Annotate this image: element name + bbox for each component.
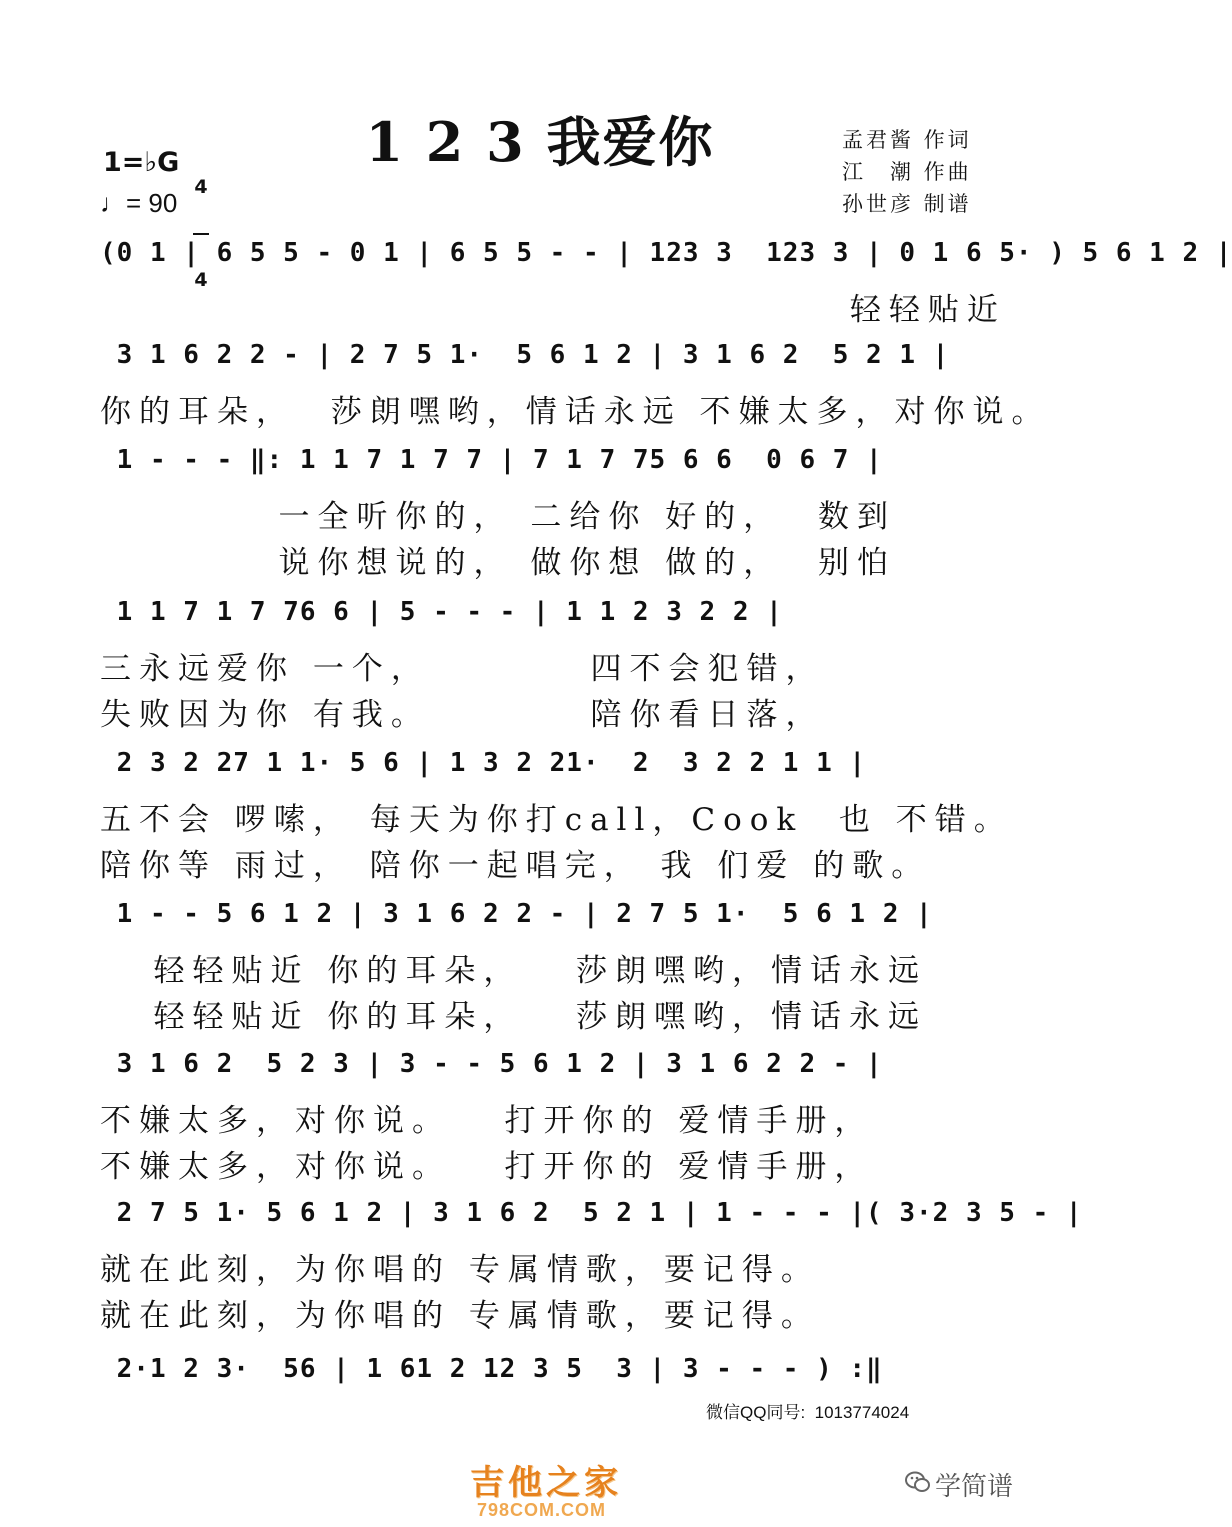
lyric-line: 一全听你的， 二给你 好的， 数到 <box>100 499 896 535</box>
lyric-line: 五不会 啰嗦， 每天为你打call，Cook 也 不错。 <box>100 802 1013 838</box>
notes: 1 - - - ‖: 1 1 7 1 7 7 | 7 1 7 75 6 6 0 6 7 | <box>100 445 883 475</box>
lyricist-credit: 孟君酱 作词 <box>842 128 972 152</box>
notation-line <box>100 1198 1083 1248</box>
lyric-line: 轻轻贴近 <box>100 292 1006 328</box>
publisher-name: 学简谱 <box>935 1472 1014 1502</box>
lyric-line: 不嫌太多，对你说。 打开你的 爱情手册， <box>100 1103 874 1139</box>
lyric-line: 三永远爱你 一个， 四不会犯错， <box>100 651 825 687</box>
lyric-line: 就在此刻，为你唱的 专属情歌，要记得。 <box>100 1252 820 1288</box>
wechat-icon <box>904 1468 932 1496</box>
notation-line <box>100 340 980 390</box>
notes: 1 1 7 1 7 76 6 | 5 - - - | 1 1 2 3 2 2 | <box>100 597 783 627</box>
time-numerator: 4 <box>194 176 208 198</box>
lyric-line: 失败因为你 有我。 陪你看日落， <box>100 697 825 733</box>
watermark-logo: 吉他之家 <box>470 1463 622 1503</box>
key-signature: 1=♭G <box>103 147 180 178</box>
notation-line <box>100 748 980 798</box>
notes: 2·1 2 3· 56 | 1 61 2 12 3 5 3 | 3 - - - ) :‖ <box>100 1354 883 1384</box>
notation-line <box>100 1354 980 1404</box>
time-divider <box>193 233 209 235</box>
notation-line <box>100 238 1232 291</box>
notation-line <box>100 445 980 495</box>
watermark-site: 798COM.COM <box>477 1500 607 1520</box>
notation-line <box>100 597 980 647</box>
transcriber-credit: 孙世彦 制谱 <box>842 192 972 216</box>
notes: 2 7 5 1· 5 6 1 2 | 3 1 6 2 5 2 1 | 1 - - - |( 3·2 3 5 - | <box>100 1198 1083 1228</box>
notation-line <box>100 1049 980 1099</box>
lyric-line: 就在此刻，为你唱的 专属情歌，要记得。 <box>100 1298 820 1334</box>
tempo-marking: ♩= 90 <box>100 188 178 218</box>
notation-line <box>100 899 980 949</box>
contact-info: 微信QQ同号: 1013774024 <box>706 1403 910 1422</box>
notes: 2 3 2 27 1 1· 5 6 | 1 3 2 21· 2 3 2 2 1 1 | <box>100 748 867 778</box>
lyric-line: 你的耳朵， 莎朗嘿哟，情话永远 不嫌太多，对你说。 <box>100 394 1051 430</box>
notes: 3 1 6 2 2 - | 2 7 5 1· 5 6 1 2 | 3 1 6 2 5 2 1 | <box>100 340 950 370</box>
lyric-line: 说你想说的， 做你想 做的， 别怕 <box>100 545 896 581</box>
notes: (0 1 | 6 5 5 - 0 1 | 6 5 5 - - | 123 3 123 3 | 0 1 6 5· ) 5 6 1 2 | <box>100 238 1232 268</box>
lyric-line: 轻轻贴近 你的耳朵， 莎朗嘿哟，情话永远 <box>100 953 927 989</box>
notes: 1 - - 5 6 1 2 | 3 1 6 2 2 - | 2 7 5 1· 5 6 1 2 | <box>100 899 933 929</box>
lyric-line: 不嫌太多，对你说。 打开你的 爱情手册， <box>100 1149 874 1185</box>
composer-credit: 江 潮 作曲 <box>842 160 972 184</box>
time-denominator: 4 <box>194 269 208 291</box>
song-title: 1 2 3 我爱你 <box>365 110 715 174</box>
notes: 3 1 6 2 5 2 3 | 3 - - 5 6 1 2 | 3 1 6 2 2 - | <box>100 1049 883 1079</box>
lyric-line: 轻轻贴近 你的耳朵， 莎朗嘿哟，情话永远 <box>100 999 927 1035</box>
lyric-line: 陪你等 雨过， 陪你一起唱完， 我 们爱 的歌。 <box>100 848 931 884</box>
